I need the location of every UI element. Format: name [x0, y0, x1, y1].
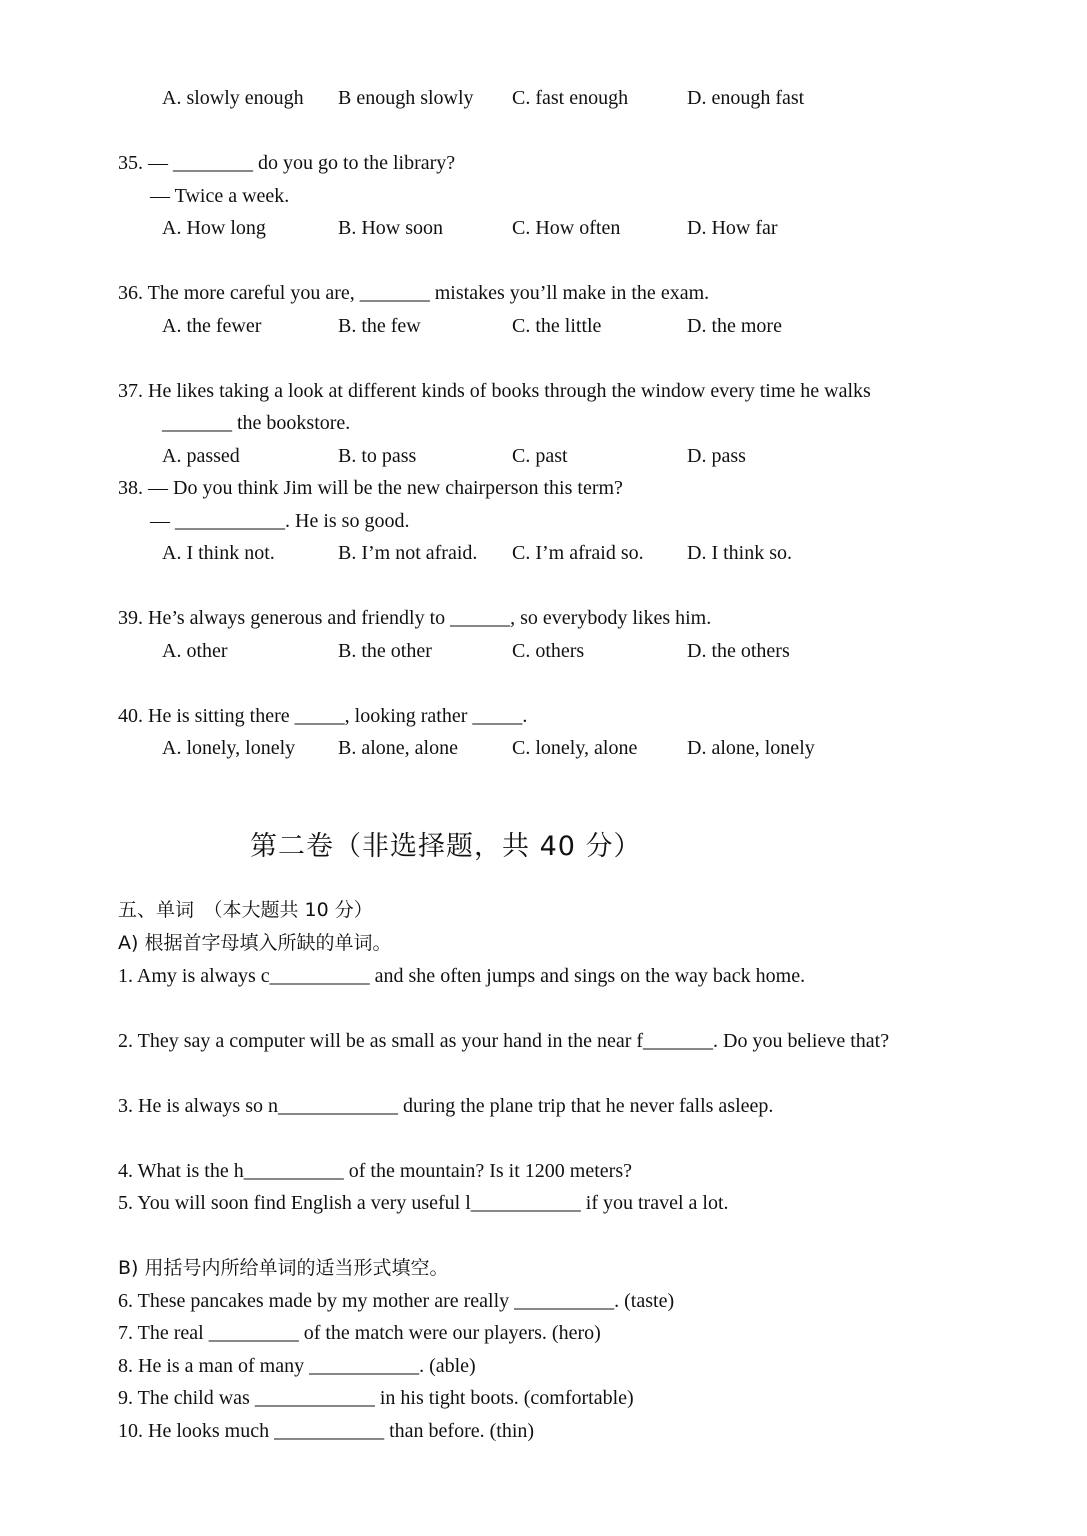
q38-option-d: D. I think so. — [687, 542, 792, 564]
part-b-item-8: 8. He is a man of many ___________. (able) — [118, 1355, 476, 1377]
q36-option-b: B. the few — [338, 315, 421, 337]
part-b-item-7: 7. The real _________ of the match were our players. (hero) — [118, 1322, 601, 1344]
q36-option-c: C. the little — [512, 315, 602, 337]
part-a-item-4: 4. What is the h__________ of the mountain? Is it 1200 meters? — [118, 1160, 632, 1182]
section-5-heading: 五、单词 （本大题共 10 分） — [118, 899, 373, 921]
q40-option-c: C. lonely, alone — [512, 737, 638, 759]
q35-stem: 35. — ________ do you go to the library? — [118, 152, 456, 174]
q36-stem: 36. The more careful you are, _______ mistakes you’ll make in the exam. — [118, 282, 710, 304]
q37-stem-continued: _______ the bookstore. — [162, 412, 351, 434]
q38-reply: — ___________. He is so good. — [150, 510, 410, 532]
part-a-item-3: 3. He is always so n____________ during the plane trip that he never falls asleep. — [118, 1095, 774, 1117]
q38-stem: 38. — Do you think Jim will be the new chairperson this term? — [118, 477, 623, 499]
part-2-title: 第二卷（非选择题，共 40 分） — [250, 831, 642, 862]
part-b-item-6: 6. These pancakes made by my mother are really __________. (taste) — [118, 1290, 675, 1312]
part-a-instruction: A) 根据首字母填入所缺的单词。 — [118, 932, 392, 954]
part-b-item-9: 9. The child was ____________ in his tight boots. (comfortable) — [118, 1387, 634, 1409]
q40-option-a: A. lonely, lonely — [162, 737, 296, 759]
q39-option-b: B. the other — [338, 640, 432, 662]
q34-option-b: B enough slowly — [338, 87, 474, 109]
part-a-item-5: 5. You will soon find English a very useful l___________ if you travel a lot. — [118, 1192, 729, 1214]
q39-stem: 39. He’s always generous and friendly to ______, so everybody likes him. — [118, 607, 712, 629]
q35-reply: — Twice a week. — [150, 185, 290, 207]
q34-option-d: D. enough fast — [687, 87, 805, 109]
q40-option-b: B. alone, alone — [338, 737, 458, 759]
q39-option-d: D. the others — [687, 640, 790, 662]
q34-option-c: C. fast enough — [512, 87, 629, 109]
q38-option-b: B. I’m not afraid. — [338, 542, 478, 564]
q39-option-a: A. other — [162, 640, 228, 662]
q34-option-a: A. slowly enough — [162, 87, 304, 109]
q35-option-b: B. How soon — [338, 217, 444, 239]
q35-option-c: C. How often — [512, 217, 621, 239]
q36-option-a: A. the fewer — [162, 315, 262, 337]
part-a-item-2: 2. They say a computer will be as small as your hand in the near f_______. Do you believe that? — [118, 1030, 890, 1052]
q36-option-d: D. the more — [687, 315, 782, 337]
q37-stem: 37. He likes taking a look at different kinds of books through the window every time he walks — [118, 380, 871, 402]
part-b-instruction: B) 用括号内所给单词的适当形式填空。 — [118, 1257, 449, 1279]
q37-option-d: D. pass — [687, 445, 746, 467]
q37-option-c: C. past — [512, 445, 568, 467]
q40-stem: 40. He is sitting there _____, looking rather _____. — [118, 705, 528, 727]
q38-option-c: C. I’m afraid so. — [512, 542, 644, 564]
q40-option-d: D. alone, lonely — [687, 737, 815, 759]
part-a-item-1: 1. Amy is always c__________ and she often jumps and sings on the way back home. — [118, 965, 806, 987]
q37-option-b: B. to pass — [338, 445, 417, 467]
q35-option-d: D. How far — [687, 217, 778, 239]
q35-option-a: A. How long — [162, 217, 266, 239]
part-b-item-10: 10. He looks much ___________ than before. (thin) — [118, 1420, 535, 1442]
q37-option-a: A. passed — [162, 445, 240, 467]
q39-option-c: C. others — [512, 640, 585, 662]
q38-option-a: A. I think not. — [162, 542, 275, 564]
